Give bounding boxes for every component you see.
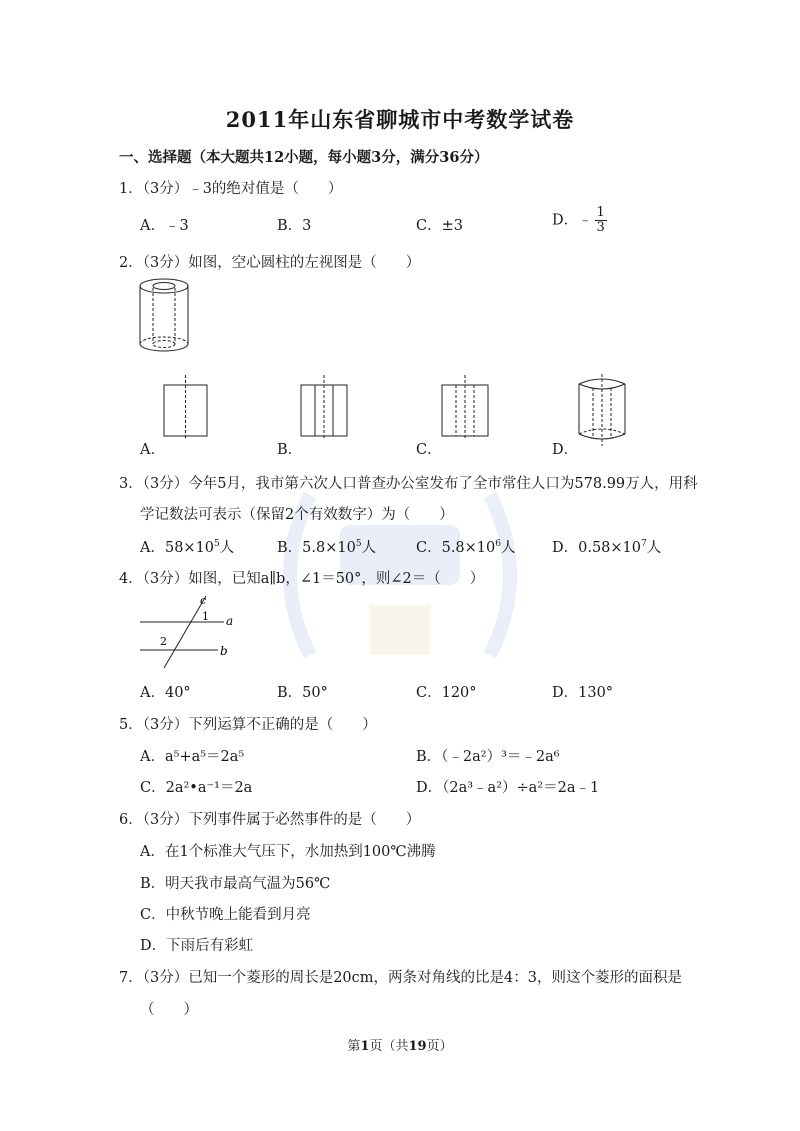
q4-option-d: D．130° <box>552 685 614 701</box>
q1-option-b: B．3 <box>277 218 312 234</box>
question-7-line1: 7．（3分）已知一个菱形的周长是20cm，两条对角线的比是4：3，则这个菱形的面积是 <box>119 970 682 986</box>
label-angle-2: 2 <box>160 635 167 648</box>
q6-option-a: A．在1个标准大气压下，水加热到100℃沸腾 <box>140 844 436 860</box>
q1-option-a: A．﹣3 <box>140 218 189 234</box>
parallel-lines-figure <box>138 592 238 672</box>
label-angle-1: 1 <box>202 610 209 623</box>
q2-label-b: B． <box>277 442 303 458</box>
question-7-line2: （ ） <box>140 1002 198 1018</box>
q2-label-a: A． <box>140 442 165 458</box>
q5-option-c: C．2a²•a⁻¹＝2a <box>140 780 253 796</box>
q2-label-d: D． <box>552 442 579 458</box>
q2-figure-c <box>441 373 491 441</box>
hollow-cylinder-figure <box>134 276 194 358</box>
fraction: $\frac{1}{3}$ <box>596 205 605 235</box>
q4-option-a: A．40° <box>140 685 191 701</box>
q5-option-d: D．（2a³﹣a²）÷a²＝2a﹣1 <box>416 780 600 796</box>
q6-option-c: C．中秋节晚上能看到月亮 <box>140 907 311 923</box>
question-3-line1: 3．（3分）今年5月，我市第六次人口普查办公室发布了全市常住人口为578.99万人，用科 <box>119 476 698 492</box>
question-6-stem: 6．（3分）下列事件属于必然事件的是（ ） <box>119 812 421 828</box>
label-b: b <box>220 644 228 658</box>
section-heading: 一、选择题（本大题共12小题，每小题3分，满分36分） <box>119 149 489 166</box>
q1-option-c: C．±3 <box>416 218 463 234</box>
q6-option-d: D．下雨后有彩虹 <box>140 938 254 954</box>
q6-option-b: B．明天我市最高气温为56℃ <box>140 876 331 892</box>
question-1-stem: 1．（3分）﹣3的绝对值是（ ） <box>119 181 343 197</box>
page-title: 2011年山东省聊城市中考数学试卷 <box>225 107 575 132</box>
q2-figure-d <box>575 372 629 448</box>
question-2-stem: 2．（3分）如图，空心圆柱的左视图是（ ） <box>119 255 421 271</box>
q4-option-c: C．120° <box>416 685 477 701</box>
question-4-stem: 4．（3分）如图，已知a∥b，∠1＝50°，则∠2＝（ ） <box>119 571 485 587</box>
q1-option-d: D．﹣ $\frac{1}{3}$ <box>552 205 605 235</box>
q2-figure-a <box>163 373 209 441</box>
q3-option-d: D．$0.58\times 10^7$人 <box>552 539 662 556</box>
q5-option-b: B．（﹣2a²）³＝﹣2a⁶ <box>416 749 560 765</box>
q3-option-b: B．$5.8\times 10^5$人 <box>277 539 377 556</box>
q2-figure-b <box>300 373 350 441</box>
page-footer: 第1页（共19页） <box>347 1039 453 1054</box>
q4-option-b: B．50° <box>277 685 328 701</box>
question-5-stem: 5．（3分）下列运算不正确的是（ ） <box>119 717 377 733</box>
q3-option-a: A．$58\times 10^5$人 <box>140 539 235 556</box>
label-c: c <box>200 594 207 607</box>
label-a: a <box>226 614 234 628</box>
q5-option-a: A．a⁵+a⁵＝2a⁵ <box>140 749 245 765</box>
q2-label-c: C． <box>416 442 442 458</box>
question-3-line2: 学记数法可表示（保留2个有效数字）为（ ） <box>140 507 454 523</box>
q3-option-c: C．$5.8\times 10^6$人 <box>416 539 516 556</box>
